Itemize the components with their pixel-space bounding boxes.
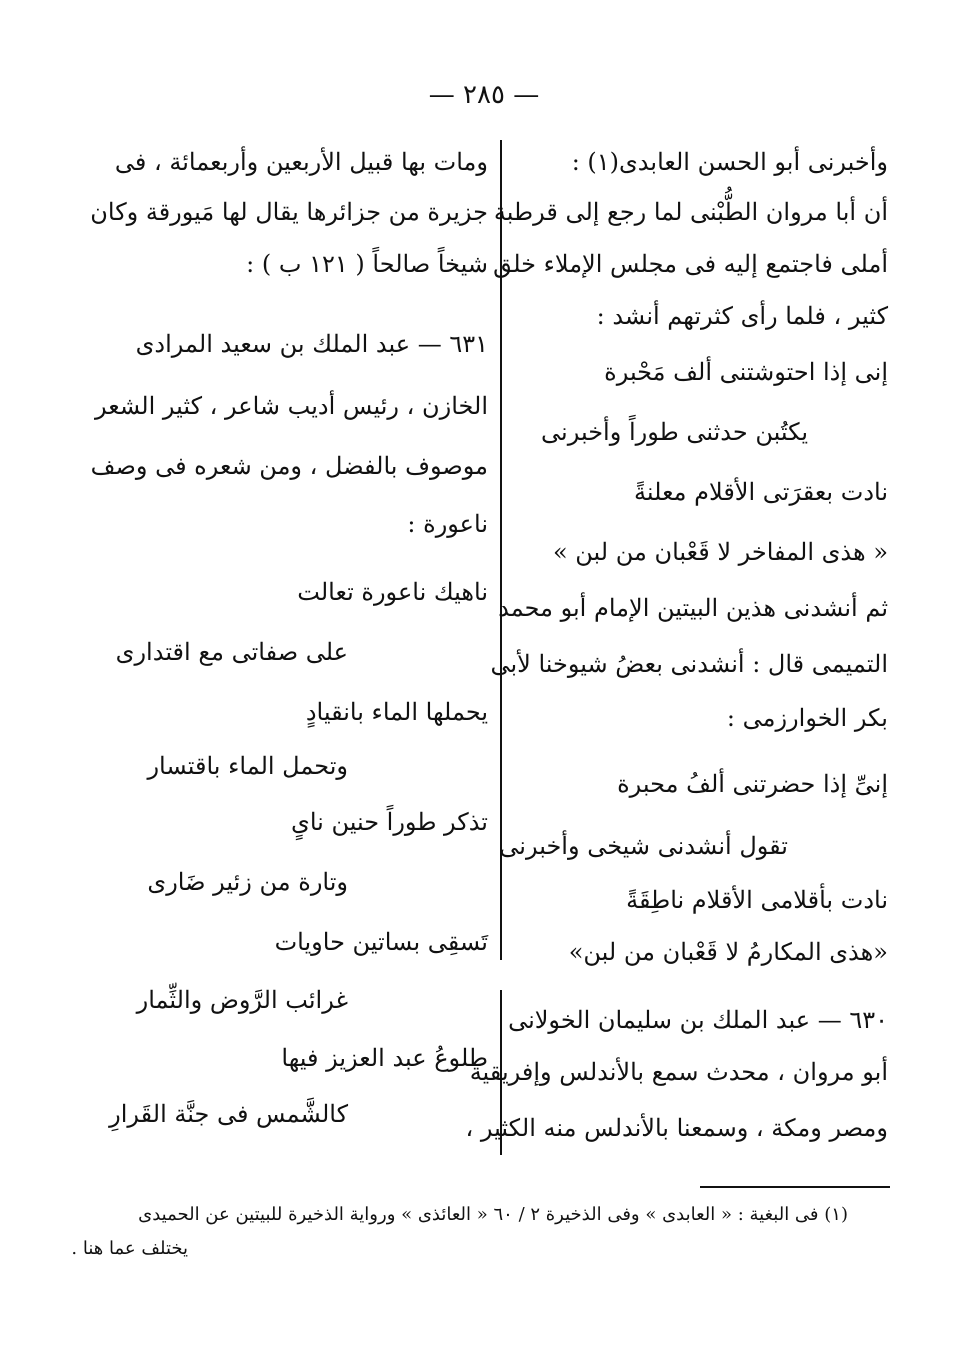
right-column-line: بكر الخوارزمى :	[726, 704, 888, 732]
left-column-line: تذكر طوراً حنين ناىٍ	[291, 808, 488, 836]
right-column-line: «هذى المكارمُ لا قَعْبان من لبن»	[568, 938, 888, 966]
right-column-line: نادت بعقرَتى الأقلام معلنةً	[634, 478, 888, 506]
left-column-line: شيخاً صالحاً ( ١٢١ ب ) :	[246, 250, 488, 278]
footnote-line-2: يختلف عما هنا .	[71, 1238, 188, 1259]
left-column-line: الخازن ، رئيس أديب شاعر ، كثير الشعر	[95, 392, 488, 420]
right-column-line: يكتُبن حدثنى طوراً وأخبرنى	[541, 418, 808, 446]
left-column-line: ومات بها قبيل الأربعين وأربعمائة ، فى	[114, 148, 488, 176]
right-column-line: أبو مروان ، محدث سمع بالأندلس وإفريقية	[469, 1058, 888, 1086]
right-column-line: إنىِّ إذا حضرتنى ألفُ محبرة	[617, 770, 888, 798]
right-column-line: نادت بأقلامى الأقلام ناطِقَةً	[626, 886, 888, 914]
left-column-line: على صفاتى مع اقتدارى	[115, 638, 348, 666]
left-column-line: ناعورة :	[407, 510, 488, 538]
right-column-line: إنى إذا احتوشتنى ألف مَحْبرة	[604, 358, 888, 386]
left-column-line: وتحمل الماء باقتسار	[147, 752, 348, 780]
left-column-line: يحملها الماء بانقيادٍ	[305, 698, 488, 726]
left-column-line: تَسقِى بساتين حاويات	[274, 928, 488, 956]
left-column-line: موصوف بالفضل ، ومن شعره فى وصف	[90, 452, 488, 480]
right-column-line: « هذى المفاخر لا قَعْبان من لبن »	[552, 538, 888, 566]
right-column-line: ثم أنشدنى هذين البيتين الإمام أبو محمد	[498, 594, 888, 622]
left-column-line: وتارة من زئير ضَارى	[147, 868, 348, 896]
left-column-line: غرائب الرَّوض والثِّمار	[136, 986, 348, 1014]
left-column-line: ٦٣١ — عبد الملك بن سعيد المرادى	[135, 330, 488, 358]
left-column-line: كالشَّمس فى جنَّة القَرارِ	[109, 1100, 348, 1128]
right-column-line: ومصر ومكة ، وسمعنا بالأندلس منه الكثير ،	[465, 1114, 888, 1142]
right-column-line: أن أبا مروان الطُّبْنى لما رجع إلى قرطبة	[493, 198, 888, 226]
left-column-line: ناهيك ناعورة تعالت	[297, 578, 488, 606]
right-column-line: التميمى قال : أنشدنى بعضُ شيوخنا لأبى	[490, 650, 888, 678]
right-column-line: تقول أنشدنى شيخى وأخبرنى	[499, 832, 788, 860]
right-column-line: ٦٣٠ — عبد الملك بن سليمان الخولانى	[508, 1006, 888, 1034]
right-column-line: وأخبرنى أبو الحسن العابدى(١) :	[571, 148, 888, 176]
left-column-line: طلوعُ عبد العزيز فيها	[281, 1044, 488, 1072]
right-column-line: كثير ، فلما رأى كثرتهم أنشد :	[596, 302, 888, 330]
right-column-line: أملى فاجتمع إليه فى مجلس الإملاء خلق	[493, 250, 888, 278]
footnote-line-1: (١) فى البغية : « العابدى » وفى الذخيرة ٢ / ٦٠ « العائذى » ورواية الذخيرة للبيتين عن الحميدى	[138, 1204, 848, 1225]
footnote-rule	[700, 1186, 890, 1188]
page-number: — ٢٨٥ —	[428, 80, 540, 110]
left-column-line: جزيرة من جزائرها يقال لها مَيورقة وكان	[90, 198, 488, 226]
